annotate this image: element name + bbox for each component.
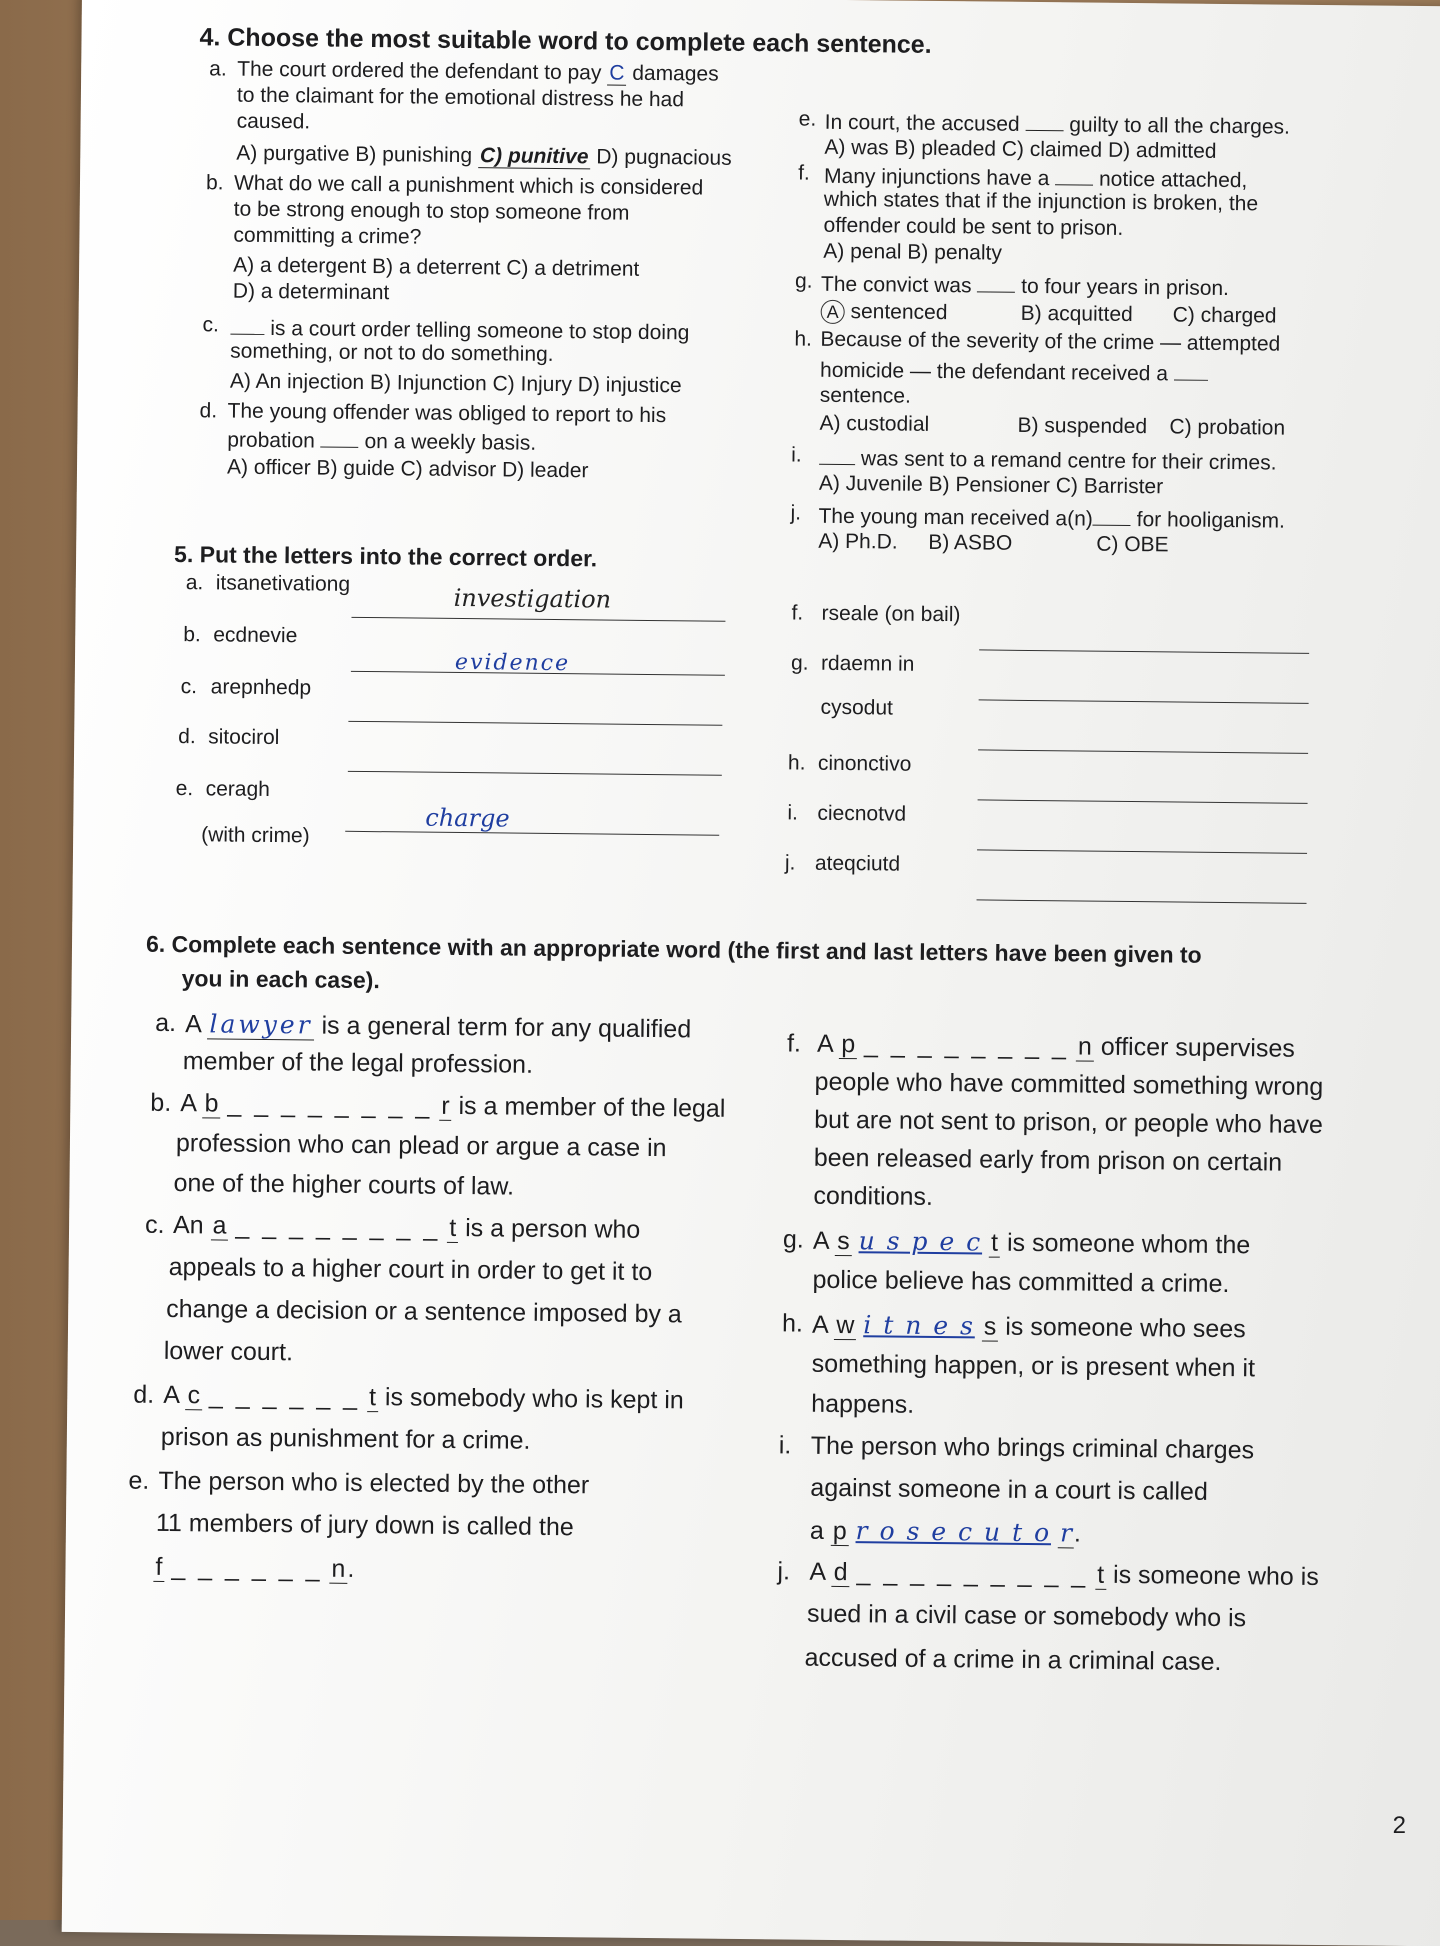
q6h-line2: something happen, or is present when it: [811, 1349, 1256, 1383]
q6f-last-letter: n: [1076, 1032, 1094, 1061]
q4f-text-pre: Many injunctions have a: [823, 164, 1056, 191]
q4i-text: was sent to a remand centre for their crimes.: [855, 447, 1277, 475]
q4j-text-pre: The young man received a(n): [818, 504, 1093, 531]
q4d-line2: [227, 426, 536, 456]
q6b-line1: [180, 1089, 725, 1124]
q4g-option-b: B) acquitted: [1020, 301, 1133, 327]
q6g-num: g.: [782, 1225, 804, 1254]
q6h-post: is someone who sees: [998, 1312, 1246, 1344]
q6i-line3: [810, 1516, 1081, 1549]
q4f-line3: offender could be sent to prison.: [823, 213, 1124, 240]
q4g-circled-answer: A: [821, 300, 845, 324]
q5e-num: e.: [175, 777, 194, 801]
q6f-num: f.: [786, 1029, 802, 1058]
q6a-line2: member of the legal profession.: [182, 1047, 534, 1079]
q6f-line5: conditions.: [813, 1181, 934, 1211]
q6g-line1: [813, 1226, 1251, 1261]
q6e-line1: The person who is elected by the other: [158, 1466, 590, 1500]
q6h-line1: [812, 1310, 1246, 1345]
q4b-options2: D) a determinant: [232, 279, 390, 305]
q6i-num: i.: [778, 1431, 792, 1460]
q6i-first-letter: p: [831, 1517, 849, 1546]
q4e-line1: [825, 108, 1291, 140]
q6e-num: e.: [128, 1466, 150, 1495]
q5b-num: b.: [183, 623, 201, 647]
q4a-answer: C: [607, 62, 626, 86]
q5f-num: f.: [791, 601, 804, 625]
q5a-answer: investigation: [453, 583, 612, 614]
q6d-line1: [163, 1381, 684, 1415]
q4e-blank: [1025, 110, 1063, 131]
q4c-text: is a court order telling someone to stop doing: [264, 316, 690, 345]
q4d-options: A) officer B) guide C) advisor D) leader: [226, 455, 589, 483]
q6j-dashes: _ _ _ _ _ _ _ _ _: [856, 1558, 1089, 1589]
q6c-num: c.: [144, 1210, 165, 1239]
q6b-pre: A: [180, 1089, 203, 1118]
q5b-answer: evidence: [454, 649, 571, 677]
q6-title-line1: 6. Complete each sentence with an appropriate word (the first and last letters have been given to: [145, 930, 1202, 968]
q4d-text-post: on a weekly basis.: [358, 429, 537, 455]
q6i-last-letter: r: [1058, 1518, 1074, 1548]
q4g-num: g.: [794, 269, 813, 293]
q4f-blank: [1055, 164, 1093, 185]
q6a-answer: lawyer: [207, 1009, 314, 1040]
q6b-post: is a member of the legal: [451, 1091, 726, 1123]
q4j-line1: [818, 502, 1285, 534]
q6i-pre: a: [809, 1516, 831, 1545]
q6h-last-letter: s: [982, 1312, 999, 1341]
q4g-text-pre: The convict was: [820, 272, 978, 298]
q6f-pre: A: [816, 1029, 840, 1058]
q4e-num: e.: [798, 107, 817, 131]
q6e-line3: [153, 1553, 354, 1584]
q4e-text-post: guilty to all the charges.: [1063, 113, 1291, 139]
q4a-text: The court ordered the defendant to pay: [237, 57, 608, 85]
q6g-line2: police believe has committed a crime.: [812, 1265, 1230, 1299]
q4a-options-pre: A) purgative B) punishing: [236, 141, 479, 168]
q4c-num: c.: [202, 313, 219, 337]
q4e-text-pre: In court, the accused: [824, 110, 1026, 136]
q6a-num: a.: [155, 1008, 177, 1038]
q5c-answer-line: [348, 721, 722, 726]
q6c-line4: lower court.: [163, 1336, 294, 1367]
q4b-line1: What do we call a punishment which is considered: [233, 171, 704, 200]
q5j-answer-line: [977, 899, 1307, 903]
q4h-num: h.: [794, 327, 813, 351]
q4h-line3: sentence.: [819, 383, 912, 408]
q6f-line1: [817, 1030, 1295, 1064]
q6c-last-letter: t: [447, 1214, 458, 1243]
q5e-word: ceragh: [205, 777, 270, 802]
q4h-blank: [1174, 359, 1208, 380]
q5a-num: a.: [185, 571, 204, 595]
q6g-last-letter: t: [989, 1229, 1000, 1258]
q4b-line3: committing a crime?: [233, 223, 422, 249]
q6c-dashes: _ _ _ _ _ _ _ _: [235, 1211, 441, 1242]
q4-title: 4. Choose the most suitable word to complete each sentence.: [199, 23, 932, 59]
q6d-num: d.: [133, 1380, 155, 1409]
q4b-line2: to be strong enough to stop someone from: [233, 197, 630, 225]
q5d-num: d.: [178, 725, 196, 749]
q4g-line1: [821, 270, 1229, 301]
q6a-post: is a general term for any qualified: [314, 1011, 692, 1044]
q5g-word-2: cysodut: [820, 695, 894, 720]
q4i-num: i.: [791, 443, 802, 467]
q6i-line2: against someone in a court is called: [810, 1473, 1208, 1506]
q6j-last-letter: t: [1095, 1561, 1106, 1590]
q4f-text-post: notice attached,: [1093, 167, 1248, 193]
q4j-num: j.: [790, 501, 802, 525]
q6e-end: .: [347, 1554, 355, 1583]
q6d-post: is somebody who is kept in: [377, 1383, 684, 1415]
q6g-handwritten: u s p e c: [858, 1226, 983, 1257]
q4f-line2: which states that if the injunction is broken, the: [823, 187, 1259, 216]
q5c-num: c.: [180, 675, 198, 699]
q5g2-answer-line: [978, 749, 1308, 753]
q6j-pre: A: [809, 1557, 832, 1586]
q5f-answer-line: [979, 649, 1309, 653]
q4d-line1: The young offender was obliged to report to his: [227, 399, 667, 428]
q4f-options: A) penal B) penalty: [823, 239, 1003, 265]
q5-title: 5. Put the letters into the correct order.: [173, 540, 598, 572]
q5e-note: (with crime): [201, 823, 310, 848]
q4i-options: A) Juvenile B) Pensioner C) Barrister: [818, 471, 1164, 499]
q4j-option-b: B) ASBO: [928, 530, 1013, 555]
q6c-post: is a person who: [458, 1214, 641, 1244]
q6e-line2: 11 members of jury down is called the: [155, 1508, 574, 1542]
q4f-num: f.: [798, 161, 810, 185]
q4a-line3: caused.: [236, 109, 311, 134]
q5d-answer-line: [348, 771, 722, 776]
q4b-num: b.: [205, 171, 224, 195]
q6f-post: officer supervises: [1093, 1032, 1295, 1063]
q4j-option-c: C) OBE: [1096, 532, 1169, 557]
q4j-blank: [1093, 505, 1131, 526]
q4i-blank: [819, 444, 855, 465]
q6b-first-letter: b: [202, 1089, 220, 1118]
q5h-answer-line: [978, 799, 1308, 803]
q5h-num: h.: [787, 751, 806, 775]
q6b-line3: one of the higher courts of law.: [173, 1169, 515, 1201]
q6d-line2: prison as punishment for a crime.: [160, 1422, 531, 1455]
q6a-line1: [185, 1009, 691, 1044]
q6d-first-letter: c: [185, 1381, 202, 1410]
q5h-word: cinonctivo: [817, 751, 912, 776]
q6f-first-letter: p: [839, 1030, 857, 1059]
q5i-word: ciecnotvd: [817, 801, 907, 826]
q4j-option-a: A) Ph.D.: [818, 529, 898, 554]
q6b-line2: profession who can plead or argue a case in: [175, 1129, 667, 1163]
q6j-line2: sued in a civil case or somebody who is: [806, 1599, 1247, 1633]
q4h-option-a: A) custodial: [819, 411, 930, 436]
q6j-first-letter: d: [832, 1558, 850, 1587]
q4a-line1: [237, 58, 719, 87]
q5g-word: rdaemn in: [820, 651, 915, 676]
q6d-dashes: _ _ _ _ _ _: [208, 1381, 361, 1411]
q6e-first-letter: f: [153, 1553, 164, 1582]
q6b-num: b.: [150, 1088, 172, 1117]
q6c-line1: [173, 1211, 640, 1245]
q5c-word: arepnhedp: [210, 675, 312, 700]
q6d-pre: A: [163, 1380, 186, 1410]
q4i-line1: [819, 444, 1277, 476]
q6e-dashes: _ _ _ _ _ _: [171, 1553, 323, 1583]
q4g-blank: [977, 271, 1015, 292]
q6d-last-letter: t: [367, 1383, 378, 1412]
page-number: 2: [1392, 1812, 1406, 1839]
q6b-last-letter: r: [439, 1092, 452, 1121]
q6a-pre: A: [185, 1010, 208, 1039]
q6c-line2: appeals to a higher court in order to get it to: [168, 1252, 653, 1287]
q4d-text-pre: probation: [227, 428, 321, 453]
q6b-dashes: _ _ _ _ _ _ _ _: [227, 1089, 433, 1120]
q4a-num: a.: [209, 57, 227, 81]
q6g-post: is someone whom the: [999, 1228, 1251, 1260]
q6i-end: .: [1073, 1519, 1082, 1548]
q4a-options-answer: C) punitive: [478, 144, 591, 169]
q4h-text: homicide — the defendant received a: [819, 358, 1174, 386]
q4j-text-post: for hooliganism.: [1130, 508, 1286, 533]
q6c-first-letter: a: [210, 1211, 228, 1240]
q6h-line3: happens.: [811, 1389, 915, 1419]
q4g-text-post: to four years in prison.: [1015, 274, 1230, 301]
q4h-option-b: B) suspended: [1017, 413, 1148, 439]
q4h-line2: [820, 356, 1208, 387]
q5i-answer-line: [977, 849, 1307, 853]
q4h-option-c: C) probation: [1169, 415, 1286, 440]
q6j-num: j.: [777, 1557, 791, 1586]
q6f-line2: people who have committed something wrong: [814, 1067, 1324, 1102]
q6g-first-letter: s: [835, 1227, 852, 1256]
q5i-num: i.: [787, 801, 799, 825]
q4a-options-post: D) pugnacious: [590, 145, 732, 170]
q5g-answer-line: [979, 699, 1309, 703]
q5a-answer-line: [351, 617, 725, 622]
q6c-pre: An: [172, 1211, 211, 1240]
q6h-num: h.: [781, 1309, 804, 1338]
q6i-line1: The person who brings criminal charges: [810, 1431, 1255, 1465]
q5b-word: ecdnevie: [213, 623, 298, 648]
q6f-line4: been released early from prison on certain: [813, 1143, 1283, 1177]
q6e-last-letter: n: [329, 1555, 347, 1584]
q4a-text-post: damages: [626, 61, 719, 86]
q6g-pre: A: [812, 1226, 836, 1255]
q5e-answer: charge: [425, 803, 510, 833]
q5f-word: rseale (on bail): [821, 601, 961, 627]
q6h-pre: A: [811, 1310, 835, 1339]
q5j-num: j.: [784, 851, 796, 875]
q4a-options: [236, 142, 732, 171]
q5j-word: ateqciutd: [814, 851, 901, 876]
q4c-line2: something, or not to do something.: [230, 339, 554, 366]
q6j-post: is someone who is: [1106, 1560, 1319, 1592]
q6f-dashes: _ _ _ _ _ _ _ _: [863, 1030, 1070, 1061]
q4c-options: A) An injection B) Injunction C) Injury D) injustice: [229, 369, 682, 398]
q4b-options1: A) a detergent B) a deterrent C) a detriment: [233, 253, 640, 281]
q4a-line2: to the claimant for the emotional distress he had: [236, 83, 685, 112]
q6-title-line2: you in each case).: [181, 965, 380, 994]
q4g-opt-a-text: sentenced: [844, 300, 948, 325]
q6c-line3: change a decision or a sentence imposed by a: [166, 1294, 682, 1329]
q4g-option-c: C) charged: [1172, 303, 1277, 328]
q4c-blank: [230, 314, 264, 335]
q4d-blank: [321, 427, 359, 448]
q6f-line3: but are not sent to prison, or people who have: [814, 1105, 1324, 1140]
q5a-word: itsanetivationg: [215, 571, 351, 596]
q4d-num: d.: [199, 399, 218, 423]
q6j-line3: accused of a crime in a criminal case.: [804, 1643, 1222, 1677]
q5d-word: sitocirol: [208, 725, 280, 750]
q5e-answer-line: [345, 831, 719, 836]
q4h-line1: Because of the severity of the crime — attempted: [820, 327, 1281, 356]
q4g-option-a: [821, 300, 948, 325]
q6h-first-letter: w: [834, 1311, 856, 1340]
q4e-options: A) was B) pleaded C) claimed D) admitted: [824, 135, 1217, 163]
q5g-num: g.: [790, 651, 809, 675]
q6h-handwritten: i t n e s: [863, 1310, 976, 1341]
q6j-line1: [809, 1558, 1319, 1592]
q6i-handwritten: r o s e c u t o: [855, 1516, 1052, 1548]
worksheet-page: [62, 0, 1440, 1946]
